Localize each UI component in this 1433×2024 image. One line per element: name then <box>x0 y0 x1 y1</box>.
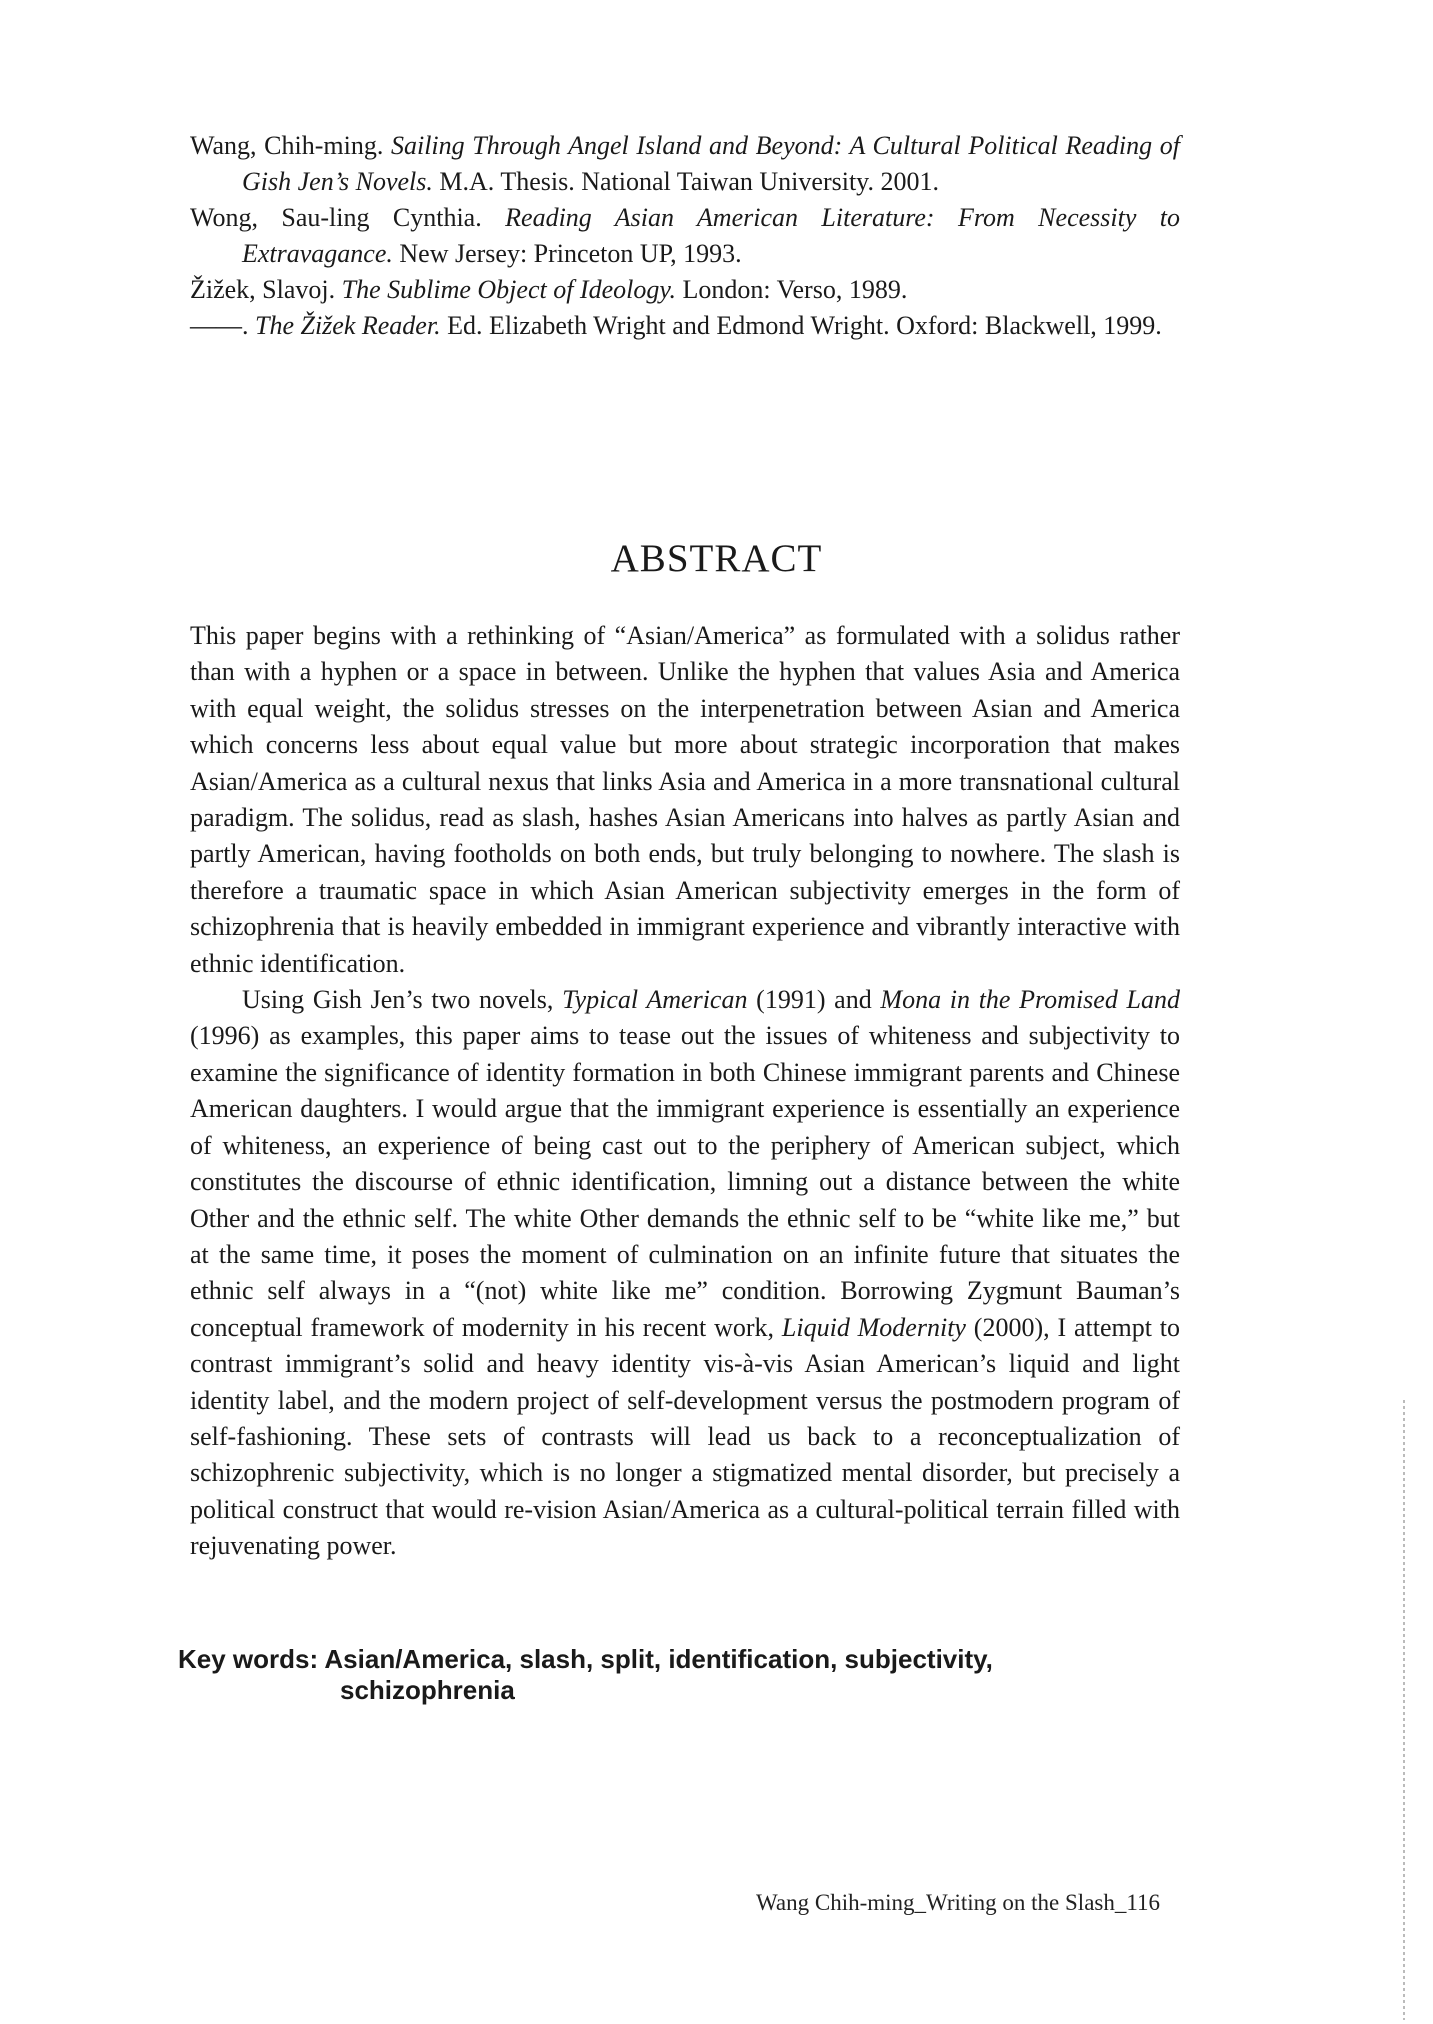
abstract-heading: ABSTRACT <box>610 537 823 580</box>
book-title: Liquid Modernity <box>781 1312 966 1342</box>
reference-entry <box>190 200 1180 272</box>
abstract-body <box>190 618 1180 1565</box>
reference-details: London: Verso, 1989. <box>682 275 908 304</box>
paragraph-text: (1996) as examples, this paper aims to tease out the issues of whiteness and subjectivity to examine the significance of identity formation in both Chinese immigrant parents and Chinese American daughters. I would argue that the immigrant experience is essentially an experience of whiteness, an experience of being cast out to the periphery of American subject, which constitutes the discourse of ethnic identification, limning out a distance between the white Other and the ethnic self. The white Other demands the ethnic self to be “white like me,” but at the same time, it poses the moment of culmination on an infinite future that situates the ethnic self always in a “(not) white like me” condition. Borrowing Zygmunt Bauman’s conceptual framework of modernity in his recent work, <box>190 1021 1180 1342</box>
references-list <box>190 128 1180 344</box>
abstract-paragraph-2 <box>190 982 1180 1565</box>
keywords-line-2: schizophrenia <box>340 1675 515 1705</box>
abstract-paragraph-1: This paper begins with a rethinking of “Asian/America” as formulated with a solidus rather than with a hyphen or a space in between. Unlike the hyphen that values Asia and America with equal weight, the solidus stresses on the interpenetration between Asian and America which concerns less about equal value but more about strategic incorporation that makes Asian/America as a cultural nexus that links Asia and America in a more transnational cultural paradigm. The solidus, read as slash, hashes Asian Americans into halves as partly Asian and partly American, having footholds on both ends, but truly belonging to nowhere. The slash is therefore a traumatic space in which Asian American subjectivity emerges in the form of schizophrenia that is heavily embedded in immigrant experience and vibrantly interactive with ethnic identification. <box>190 621 1180 978</box>
reference-title: Reading Asian American Literature: From Necessity to Extravagance. <box>242 203 1181 268</box>
reference-entry <box>190 308 1180 344</box>
reference-entry <box>190 272 1180 308</box>
reference-author: Wang, Chih-ming. <box>190 131 384 160</box>
reference-author: ——. <box>190 311 249 340</box>
reference-details: M.A. Thesis. National Taiwan University. 2001. <box>439 167 939 196</box>
reference-author: Žižek, Slavoj. <box>190 275 336 304</box>
page-footer: Wang Chih-ming_Writing on the Slash_116 <box>756 1890 1160 1915</box>
reference-details: New Jersey: Princeton UP, 1993. <box>399 239 742 268</box>
reference-title: The Žižek Reader. <box>255 311 441 340</box>
scan-edge-artifact <box>1403 1400 1405 2020</box>
paragraph-text: (1991) and <box>747 985 881 1015</box>
keywords-line-1: Key words: Asian/America, slash, split, identification, subjectivity, <box>178 1644 993 1674</box>
paragraph-text: Using Gish Jen’s two novels, <box>242 985 563 1015</box>
reference-title: The Sublime Object of Ideology. <box>341 275 676 304</box>
book-title: Mona in the Promised Land <box>880 985 1180 1015</box>
paragraph-text: (2000), I attempt to contrast immigrant’s solid and heavy identity vis-à-vis Asian American’s liquid and light identity label, and the modern project of self-development versus the postmodern program of self-fashioning. These sets of contrasts will lead us back to a reconceptualization of schizophrenic subjectivity, which is no longer a stigmatized mental disorder, but precisely a political construct that would re-vision Asian/America as a cultural-political terrain filled with rejuvenating power. <box>190 1312 1180 1561</box>
reference-title: Sailing Through Angel Island and Beyond: A Cultural Political Reading of Gish Jen’s Novels. <box>242 131 1181 196</box>
reference-entry <box>190 128 1180 200</box>
keywords <box>178 1644 1178 1706</box>
reference-details: Ed. Elizabeth Wright and Edmond Wright. Oxford: Blackwell, 1999. <box>447 311 1162 340</box>
reference-author: Wong, Sau-ling Cynthia. <box>190 203 482 232</box>
book-title: Typical American <box>562 985 748 1015</box>
